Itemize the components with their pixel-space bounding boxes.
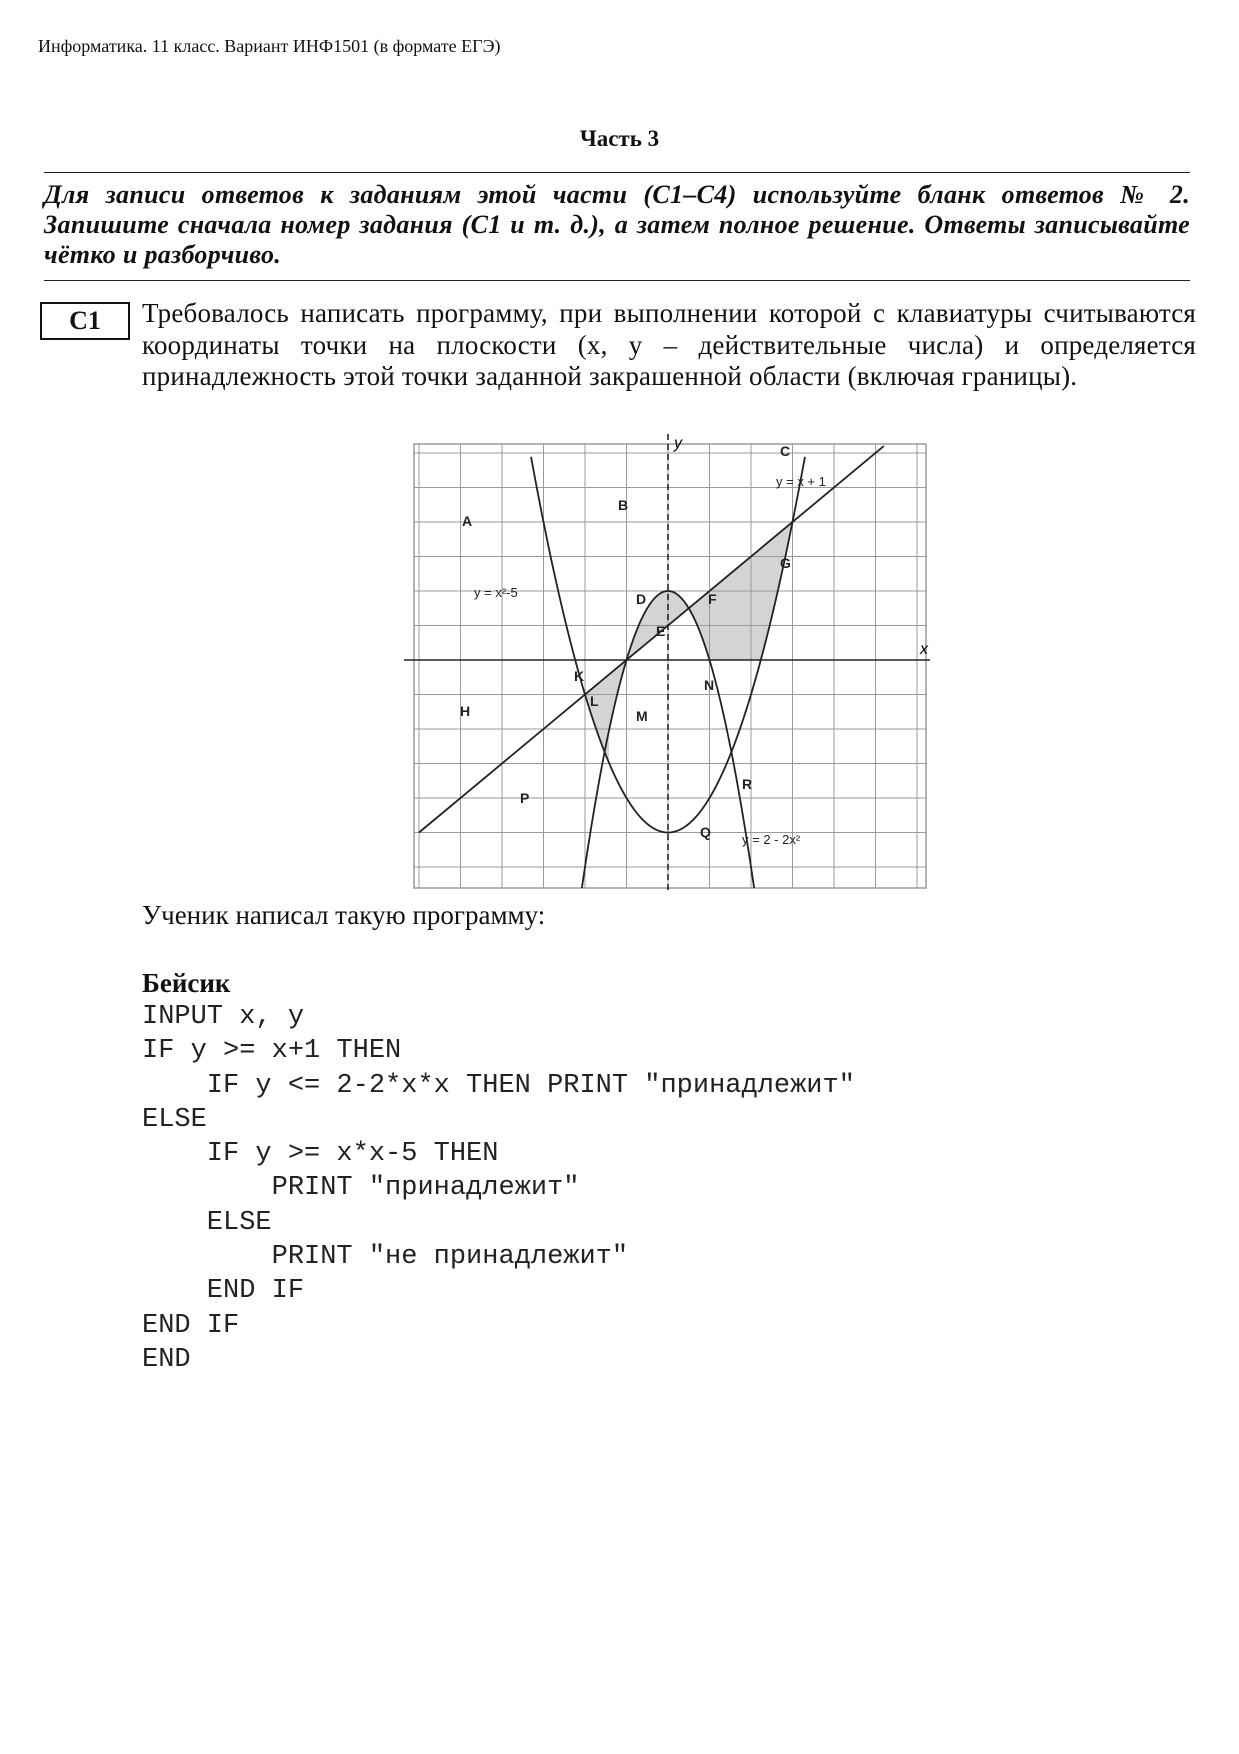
task-number-box: C1 xyxy=(40,302,130,340)
code-line: PRINT "принадлежит" xyxy=(142,1173,580,1204)
code-line: END xyxy=(142,1344,191,1375)
language-title: Бейсик xyxy=(142,968,231,998)
top-rule xyxy=(44,172,1190,173)
region-graph xyxy=(404,434,934,894)
line-y-x-plus-1 xyxy=(419,446,884,832)
region-label-m: M xyxy=(636,708,648,724)
curve-label: y = x + 1 xyxy=(776,474,826,489)
part-title: Часть 3 xyxy=(579,126,660,151)
curve-label: y = 2 - 2x² xyxy=(742,832,801,847)
page-header: Информатика. 11 класс. Вариант ИНФ1501 (в формате ЕГЭ) xyxy=(38,36,501,56)
shaded-region-lower xyxy=(585,522,793,763)
program-code xyxy=(142,1000,855,1377)
region-label-f: F xyxy=(708,591,717,607)
code-line: ELSE xyxy=(142,1207,272,1238)
code-line: ELSE xyxy=(142,1104,207,1135)
code-line: END IF xyxy=(142,1276,305,1307)
program-caption: Ученик написал такую программу: xyxy=(142,900,546,930)
region-label-l: L xyxy=(590,693,599,709)
code-line: PRINT "не принадлежит" xyxy=(142,1242,629,1273)
x-axis-label: x xyxy=(920,641,928,658)
code-line: END IF xyxy=(142,1310,240,1341)
grid xyxy=(414,444,926,888)
code-line: INPUT x, y xyxy=(142,1002,305,1032)
code-line: IF y >= x*x-5 THEN xyxy=(142,1139,499,1170)
region-label-k: K xyxy=(574,668,585,684)
region-label-r: R xyxy=(742,776,753,792)
region-label-g: G xyxy=(780,555,791,571)
region-label-n: N xyxy=(704,677,715,693)
code-line: IF y >= x+1 THEN xyxy=(142,1036,402,1067)
region-label-b: B xyxy=(618,497,629,513)
curve-label: y = x²-5 xyxy=(474,585,518,600)
region-label-h: H xyxy=(460,703,471,719)
region-label-e: E xyxy=(656,623,666,639)
region-label-a: A xyxy=(462,513,473,529)
region-label-q: Q xyxy=(700,824,711,840)
region-label-c: C xyxy=(780,443,791,459)
region-label-d: D xyxy=(636,591,647,607)
task-text: Требовалось написать программу, при выполнении которой с клавиатуры считываются координаты точки на плоскости (x, y – действительные числа) и определяется принадлежность этой точки заданной закрашенной области (включая границы). xyxy=(142,298,1196,391)
code-line: IF y <= 2-2*x*x THEN PRINT "принадлежит" xyxy=(142,1070,855,1101)
region-label-p: P xyxy=(520,790,530,806)
y-axis-label: y xyxy=(674,435,682,452)
plot-frame xyxy=(414,444,926,888)
bottom-rule xyxy=(44,280,1190,281)
instructions: Для записи ответов к заданиям этой части (C1–C4) используйте бланк ответов № 2. Запишите сначала номер задания (C1 и т. д.), а затем полное решение. Ответы записывайте чётко и разборчиво. xyxy=(44,180,1190,269)
task-statement xyxy=(142,298,1196,393)
